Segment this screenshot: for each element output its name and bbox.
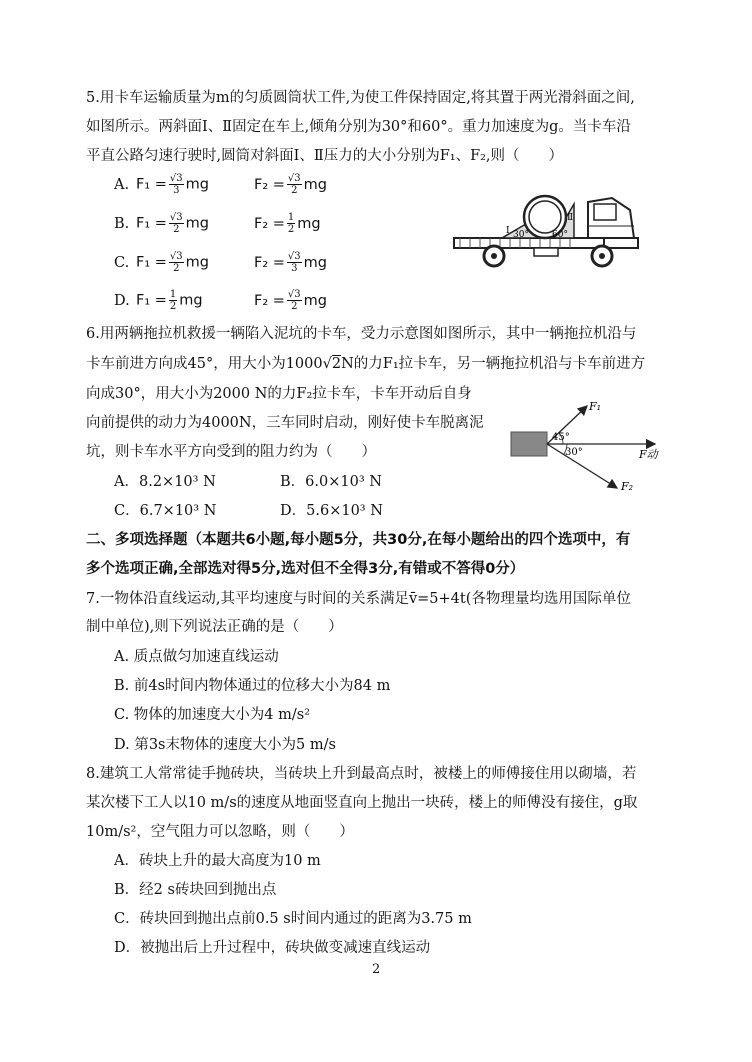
f-drive-label: F动 — [639, 448, 658, 461]
angle-30-force-label: 30° — [565, 447, 583, 458]
f1-label: F₁ — [589, 400, 602, 413]
q6-line-1: 6.用两辆拖拉机救援一辆陷入泥坑的卡车，受力示意图如图所示，其中一辆拖拉机沿与 — [86, 326, 637, 342]
q8-line-1: 8.建筑工人常常徒手抛砖块，当砖块上升到最高点时，被楼上的师傅接住用以砌墙，若 — [86, 766, 637, 782]
q5-f1-numerator: √3 — [169, 212, 183, 223]
q5-f2-unit: mg — [303, 254, 327, 271]
q5-f2-fraction — [287, 212, 295, 235]
q5-f2-expression — [254, 251, 327, 274]
q5-f1-prefix: F₁ = — [136, 176, 167, 193]
q5-option-a[interactable] — [114, 173, 327, 196]
q5-f2-numerator: √3 — [287, 251, 301, 262]
q6-option-a-label: A． — [114, 474, 139, 490]
q5-option-label: C. — [114, 254, 130, 271]
q8-option-b[interactable]: B．经2 s砖块回到抛出点 — [114, 882, 277, 898]
force-diagram — [505, 398, 675, 498]
q5-f1-denominator: 2 — [173, 224, 180, 235]
q6-option-c-label: C． — [114, 503, 140, 519]
sqrt-sign: √ — [322, 356, 332, 372]
q5-f1-unit: mg — [179, 292, 203, 309]
q5-f2-prefix: F₂ = — [254, 292, 285, 309]
q6-line-2-part-2: N的力F₁拉卡车，另一辆拖拉机沿与卡车前进方 — [341, 356, 646, 372]
q6-option-c[interactable] — [114, 499, 216, 520]
q6-line-5: 坑，则卡车水平方向受到的阻力约为（ ） — [86, 444, 376, 460]
q5-line-2: 如图所示。两斜面Ⅰ、Ⅱ固定在车上,倾角分别为30°和60°。重力加速度为g。当卡车沿 — [86, 119, 631, 135]
q5-f2-unit: mg — [303, 176, 327, 193]
q5-f1-expression — [136, 212, 254, 235]
q5-f1-prefix: F₁ = — [136, 215, 167, 232]
q5-f1-numerator: √3 — [169, 251, 183, 262]
q5-option-d[interactable] — [114, 289, 327, 312]
q5-f1-expression — [136, 251, 254, 274]
section-2-heading-line-2: 多个选项正确,全部选对得5分,选对但不全得3分,有错或不答得0分） — [86, 561, 525, 577]
q5-f2-unit: mg — [303, 292, 327, 309]
angle-60-label: 60° — [552, 230, 568, 240]
q5-f2-denominator: 2 — [287, 224, 295, 235]
q5-f1-expression — [136, 289, 254, 312]
q5-option-label: D. — [114, 292, 130, 309]
q5-option-b[interactable] — [114, 212, 321, 235]
q5-f1-unit: mg — [185, 176, 209, 193]
q5-f2-fraction — [287, 251, 302, 274]
q5-f1-fraction — [169, 212, 184, 235]
truck-figure — [450, 180, 650, 282]
q8-option-a[interactable]: A．砖块上升的最大高度为10 m — [114, 853, 321, 869]
q7-option-b[interactable]: B. 前4s时间内物体通过的位移大小为84 m — [114, 678, 391, 694]
f2-label: F₂ — [621, 480, 634, 493]
q6-option-c-value: 6.7×10³ N — [139, 503, 217, 519]
angle-30-label: 30° — [513, 230, 529, 240]
q8-line-3: 10m/s²，空气阻力可以忽略，则（ ） — [86, 824, 354, 840]
q5-f1-unit: mg — [185, 254, 209, 271]
q5-f1-denominator: 3 — [173, 185, 180, 196]
q8-option-d[interactable]: D．被抛出后上升过程中，砖块做变减速直线运动 — [114, 940, 431, 956]
q5-option-label: B. — [114, 215, 130, 232]
q5-f2-fraction — [287, 289, 302, 312]
q5-f1-numerator: √3 — [169, 173, 183, 184]
q5-f2-unit: mg — [297, 215, 321, 232]
q5-f2-denominator: 2 — [291, 185, 298, 196]
q6-option-a-value: 8.2×10³ N — [138, 474, 216, 490]
q5-f1-denominator: 2 — [173, 263, 180, 274]
angle-45-label: 45° — [552, 432, 570, 443]
q7-line-1: 7.一物体沿直线运动,其平均速度与时间的关系满足v̄=5+4t(各物理量均选用国际单位 — [86, 591, 631, 607]
q5-f2-expression — [254, 212, 321, 235]
q5-f1-fraction — [169, 289, 177, 312]
q5-f1-prefix: F₁ = — [136, 254, 167, 271]
q6-option-d-value: 5.6×10³ N — [306, 503, 383, 519]
q7-line-2: 制中单位),则下列说法正确的是（ ） — [86, 619, 343, 635]
q6-line-2-part-1: 卡车前进方向成45°，用大小为1000 — [86, 356, 323, 372]
q5-f1-unit: mg — [185, 215, 209, 232]
q5-f2-prefix: F₂ = — [254, 215, 285, 232]
q5-f1-denominator: 2 — [169, 301, 177, 312]
q5-option-c[interactable] — [114, 251, 327, 274]
q6-line-3: 向成30°，用大小为2000 N的力F₂拉卡车，卡车开动后自身 — [86, 386, 472, 402]
q5-f1-fraction — [169, 251, 184, 274]
slope-1-label: Ⅰ — [506, 226, 510, 236]
q5-f2-numerator: √3 — [287, 173, 301, 184]
q8-line-2: 某次楼下工人以10 m/s的速度从地面竖直向上抛出一块砖，楼上的师傅没有接住，g取 — [86, 795, 638, 811]
q5-f2-numerator: 1 — [287, 212, 295, 223]
page-number: 2 — [372, 962, 381, 977]
q5-f2-prefix: F₂ = — [254, 176, 285, 193]
q5-f1-expression — [136, 173, 254, 196]
q5-option-label: A. — [114, 176, 130, 193]
q6-option-d-label: D． — [280, 503, 307, 519]
q5-f2-denominator: 3 — [291, 263, 298, 274]
q6-line-2 — [86, 352, 645, 373]
q6-option-b-value: 6.0×10³ N — [305, 474, 382, 490]
q6-line-4: 向前提供的动力为4000N，三车同时启动，刚好使卡车脱离泥 — [86, 415, 484, 431]
q7-option-d[interactable]: D. 第3s末物体的速度大小为5 m/s — [114, 737, 336, 753]
q5-f1-fraction — [169, 173, 184, 196]
q5-f1-prefix: F₁ = — [136, 292, 167, 309]
q7-option-a[interactable]: A. 质点做匀加速直线运动 — [114, 649, 279, 665]
q5-line-3: 平直公路匀速行驶时,圆筒对斜面Ⅰ、Ⅱ压力的大小分别为F₁、F₂,则（ ） — [86, 148, 564, 164]
q6-option-b[interactable] — [280, 470, 382, 491]
q8-option-c[interactable]: C．砖块回到抛出点前0.5 s时间内通过的距离为3.75 m — [114, 911, 472, 927]
q5-f1-numerator: 1 — [169, 289, 177, 300]
q5-f2-expression — [254, 289, 327, 312]
q6-line-2-radicand: 2 — [331, 356, 342, 372]
q5-f2-expression — [254, 173, 327, 196]
slope-2-label: Ⅱ — [567, 213, 574, 223]
q5-f2-denominator: 2 — [291, 301, 298, 312]
q5-line-1: 5.用卡车运输质量为m的匀质圆筒状工件,为使工件保持固定,将其置于两光滑斜面之间, — [86, 90, 635, 106]
q6-option-b-label: B． — [280, 474, 306, 490]
q5-f2-numerator: √3 — [287, 289, 301, 300]
section-2-heading-line-1: 二、多项选择题（本题共6小题,每小题5分，共30分,在每小题给出的四个选项中，有 — [86, 532, 631, 548]
q6-option-d[interactable] — [280, 499, 383, 520]
q6-option-a[interactable] — [114, 470, 216, 491]
q5-f2-prefix: F₂ = — [254, 254, 285, 271]
q5-f2-fraction — [287, 173, 302, 196]
q7-option-c[interactable]: C. 物体的加速度大小为4 m/s² — [114, 707, 311, 723]
